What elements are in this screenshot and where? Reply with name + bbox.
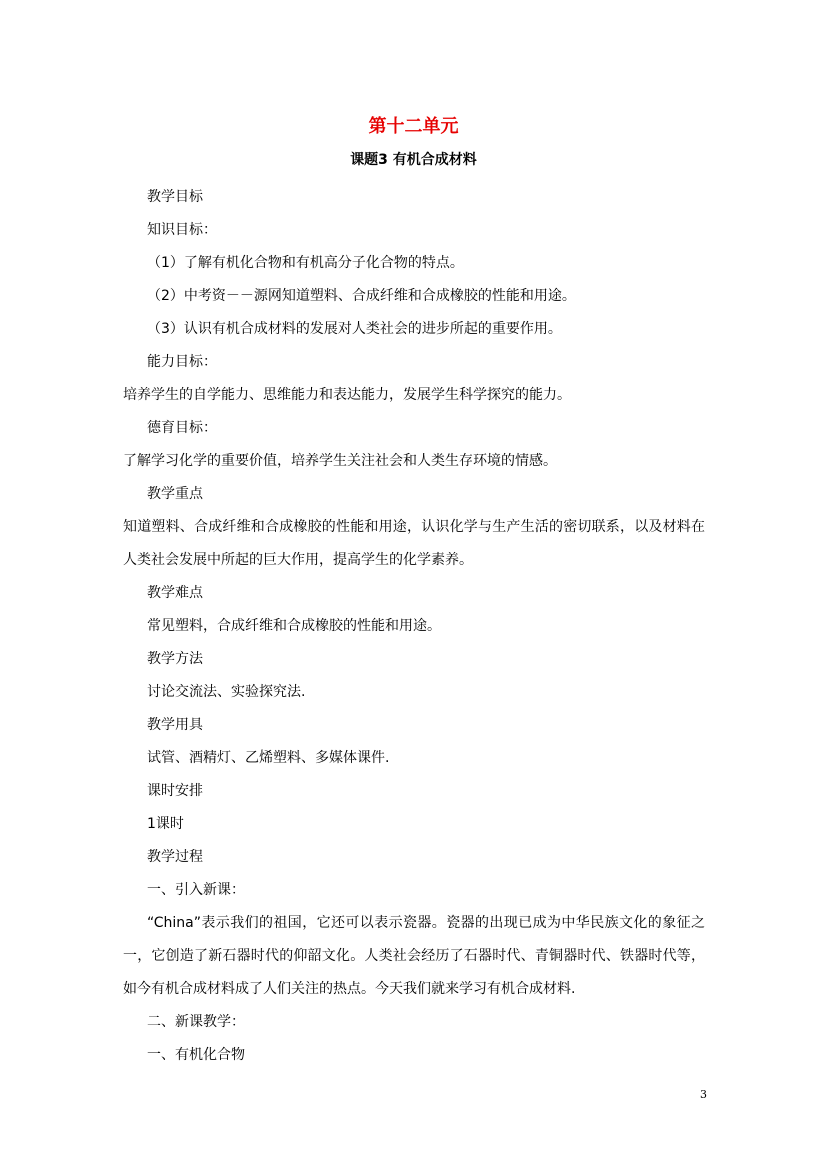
section-heading: 课时安排	[147, 783, 203, 799]
paragraph: 培养学生的自学能力、思维能力和表达能力，发展学生科学探究的能力。	[123, 387, 571, 403]
subsection-heading: 一、引入新课：	[147, 882, 245, 898]
lesson-title: 课题3 有机合成材料	[350, 152, 477, 168]
paragraph: “China”表示我们的祖国，它还可以表示瓷器。瓷器的出现已成为中华民族文化的象征之一，它创造了新石器时代的仰韶文化。人类社会经历了石器时代、青铜器时代、铁器时代等，如今有机合成材料成了人们关注的热点。今天我们就来学习有机合成材料.	[123, 915, 705, 997]
section-heading: 教学过程	[147, 849, 203, 865]
section-heading: 教学目标	[147, 189, 203, 205]
section-heading: 教学难点	[147, 585, 203, 601]
paragraph: 试管、酒精灯、乙烯塑料、多媒体课件.	[147, 750, 390, 766]
document-body	[123, 181, 705, 1072]
subsection-heading: 知识目标：	[147, 222, 217, 238]
subsection-heading: 德育目标：	[147, 420, 217, 436]
subsection-heading: 二、新课教学：	[147, 1014, 245, 1030]
list-item: （1）了解有机化合物和有机高分子化合物的特点。	[147, 255, 464, 271]
paragraph: 了解学习化学的重要价值，培养学生关注社会和人类生存环境的情感。	[123, 453, 557, 469]
section-heading: 教学用具	[147, 717, 203, 733]
subsection-heading: 能力目标：	[147, 354, 217, 370]
paragraph: 1课时	[147, 816, 184, 832]
paragraph: 常见塑料，合成纤维和合成橡胶的性能和用途。	[147, 618, 441, 634]
section-heading: 教学重点	[147, 486, 203, 502]
paragraph: 知道塑料、合成纤维和合成橡胶的性能和用途，认识化学与生产生活的密切联系，以及材料在人类社会发展中所起的巨大作用，提高学生的化学素养。	[123, 519, 705, 568]
subsection-heading: 一、有机化合物	[147, 1047, 245, 1063]
page-number: 3	[700, 1088, 707, 1101]
list-item: （2）中考资－－源网知道塑料、合成纤维和合成橡胶的性能和用途。	[147, 288, 576, 304]
list-item: （3）认识有机合成材料的发展对人类社会的进步所起的重要作用。	[147, 321, 562, 337]
section-heading: 教学方法	[147, 651, 203, 667]
unit-title: 第十二单元	[368, 116, 459, 137]
paragraph: 讨论交流法、实验探究法.	[147, 684, 306, 700]
